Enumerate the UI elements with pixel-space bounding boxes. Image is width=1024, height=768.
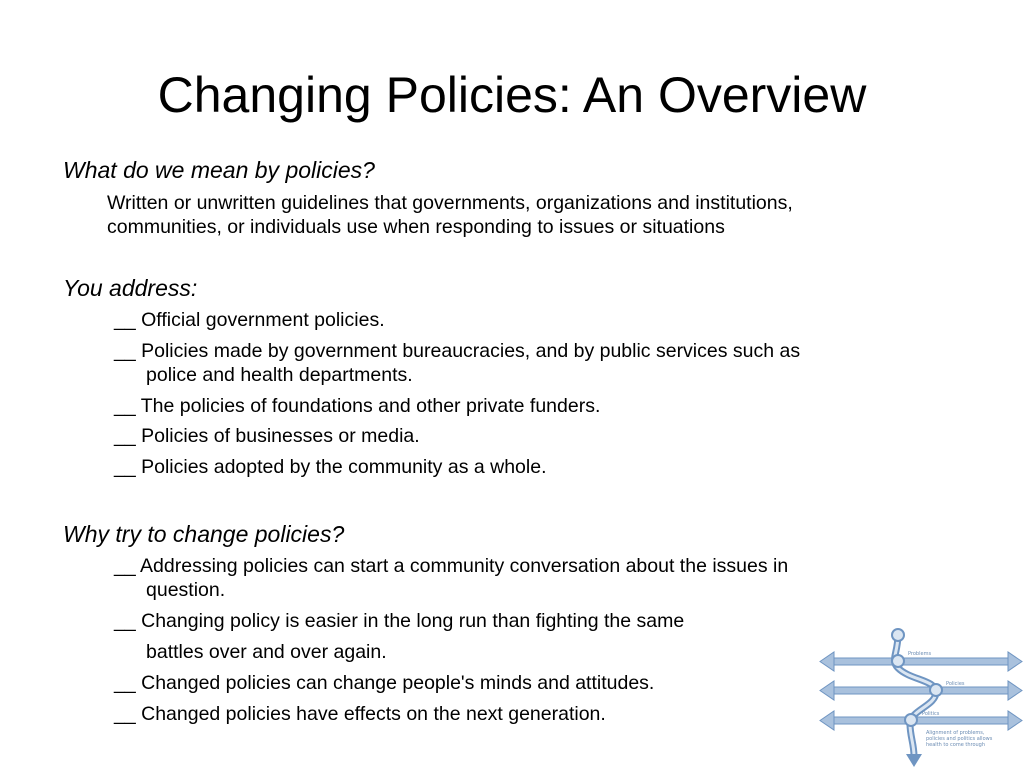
list-item-text: __ Policies of businesses or media. [114,425,420,447]
graphic-label-policies: Policies [946,681,965,687]
list-item-text: __ The policies of foundations and other private funders. [114,395,601,417]
list-item [114,554,788,602]
list-item [114,455,547,479]
section-heading-you-address: You address: [63,275,198,301]
list-item [114,671,654,695]
graphic-caption-line-3: health to come through [926,742,986,748]
list-item-text: __ Changed policies can change people's minds and attitudes. [114,672,655,694]
section-heading-why-change: Why try to change policies? [63,521,345,547]
graphic-label-problems: Problems [908,651,932,657]
definition-text [107,191,793,239]
list-item-text: __ Policies adopted by the community as a whole. [114,456,547,478]
list-item-text: __ Policies made by government bureaucracies, and by public services such as [114,340,801,362]
list-item-text-continued: question. [146,579,226,601]
list-item-text: __ Official government policies. [114,309,385,331]
list-item [114,339,800,387]
list-item [114,702,606,726]
graphic-caption-line-1: Alignment of problems, [926,730,985,736]
graphic-caption-line-2: policies and politics allows [926,736,993,742]
list-item-text: __ Changed policies have effects on the next generation. [114,703,606,725]
list-item-text-continued: battles over and over again. [146,641,387,663]
policies-arrow-icon [820,681,1022,700]
list-item-text: __ Addressing policies can start a community conversation about the issues in [114,555,789,577]
slide-title: Changing Policies: An Overview [157,67,867,123]
section-heading-policies-meaning: What do we mean by policies? [63,157,375,183]
list-item [114,609,684,664]
list-item [114,394,600,418]
list-item [114,308,385,332]
policy-alignment-graphic [818,624,1024,768]
graphic-label-politics: Politics [922,711,940,717]
list-item-text-continued: police and health departments. [146,364,413,386]
list-item [114,424,420,448]
definition-line-2: communities, or individuals use when responding to issues or situations [107,216,725,238]
definition-line-1: Written or unwritten guidelines that governments, organizations and institutions, [107,192,793,214]
politics-arrow-icon [820,711,1022,730]
list-item-text: __ Changing policy is easier in the long run than fighting the same [114,610,685,632]
